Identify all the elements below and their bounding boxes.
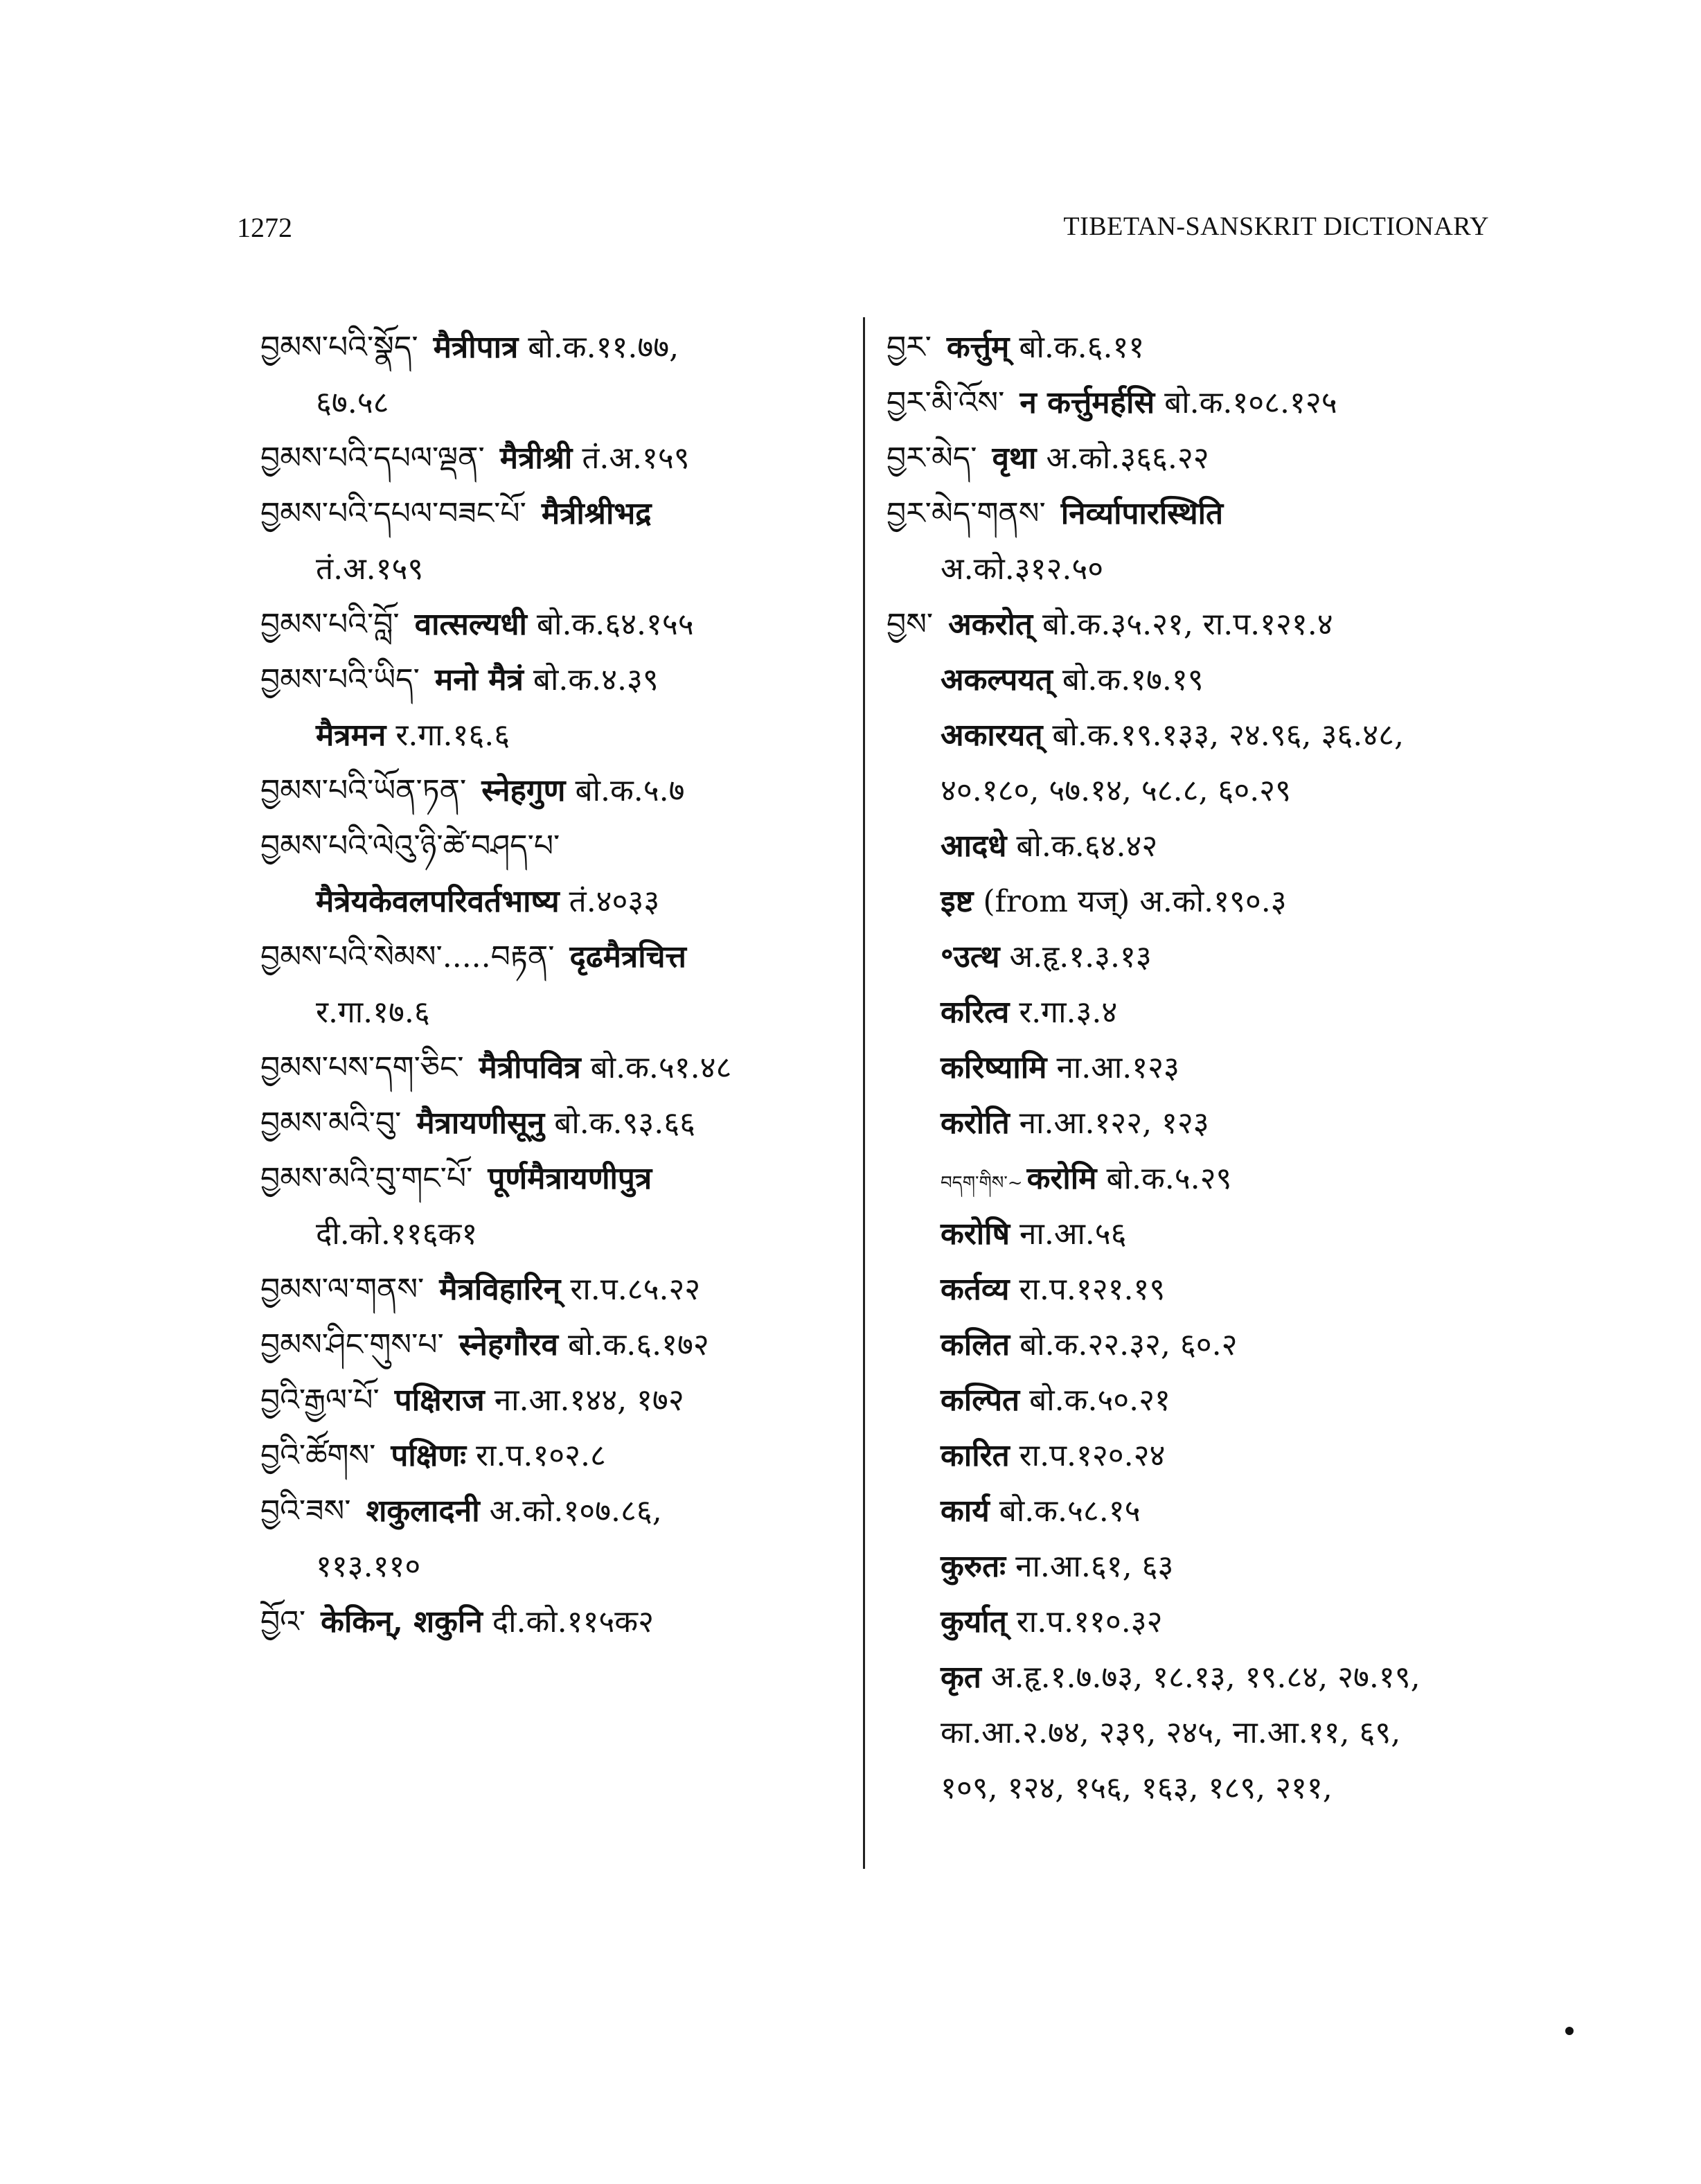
source-reference: १०९, १२४, १५६, १६३, १८९, २११, [941, 1770, 1333, 1806]
dictionary-entry-line [887, 1317, 1538, 1373]
source-reference: अ.को.१०७.८६, [489, 1493, 662, 1529]
dictionary-entry-line [260, 985, 856, 1040]
dictionary-entry-line [887, 431, 1538, 486]
tibetan-headword: བྱམས་པའི་དཔལ་ལྡན་ [260, 441, 485, 476]
sanskrit-equivalent: मैत्रविहारिन् [439, 1272, 561, 1307]
source-reference: दी.को.११६क१ [316, 1216, 478, 1252]
dictionary-entry-line [260, 1040, 856, 1096]
sanskrit-equivalent: कलित [941, 1327, 1010, 1362]
dictionary-entry-line [887, 708, 1538, 763]
dictionary-entry-line [260, 1262, 856, 1317]
source-reference: (from यज्) अ.को.१९०.३ [983, 884, 1287, 919]
tibetan-headword: བྱར་མེད་གནས་ [887, 496, 1046, 531]
source-reference: का.आ.२.७४, २३९, २४५, ना.आ.११, ६९, [941, 1715, 1401, 1750]
dictionary-entry-line [887, 874, 1538, 930]
source-reference: र.गा.१६.६ [395, 718, 510, 753]
page-number: 1272 [237, 212, 292, 243]
source-reference: बो.क.२२.३२, ६०.२ [1019, 1327, 1238, 1362]
dictionary-entry-line [260, 1096, 856, 1151]
sanskrit-equivalent: दृढमैत्रचित्त [569, 939, 686, 975]
source-reference: अ.को.३६६.२२ [1046, 441, 1209, 476]
sanskrit-equivalent: करोमि [1026, 1161, 1097, 1196]
sanskrit-equivalent: निर्व्यापारस्थिति [1060, 496, 1224, 531]
source-reference: ११३.११० [316, 1549, 421, 1584]
source-reference: र.गा.१७.६ [316, 995, 430, 1030]
sanskrit-equivalent: कारित [941, 1438, 1010, 1473]
source-reference: ६७.५८ [316, 385, 389, 420]
sanskrit-equivalent: केकिन्, शकुनि [321, 1604, 483, 1640]
sanskrit-equivalent: ॰उत्थ [941, 939, 1000, 975]
tibetan-headword: བྱམས་པས་དག་ཅིང་ [260, 1050, 464, 1085]
source-reference: बो.क.६४.४२ [1016, 828, 1158, 864]
left-column [260, 320, 856, 1650]
source-reference: तं.अ.१५९ [316, 551, 424, 587]
dictionary-entry-line [260, 1151, 856, 1207]
sanskrit-equivalent: पूर्णमैत्रायणीपुत्र [488, 1161, 652, 1196]
sanskrit-equivalent: कुरुतः [941, 1549, 1006, 1584]
sanskrit-equivalent: अकारयत् [941, 718, 1043, 753]
dictionary-entry-line [260, 874, 856, 930]
dictionary-entry-line [260, 1484, 856, 1539]
source-reference: ना.आ.६१, ६३ [1015, 1549, 1174, 1584]
sanskrit-equivalent: पक्षिराज [394, 1383, 485, 1418]
right-column [887, 320, 1538, 1816]
sanskrit-equivalent: स्नेहगुण [481, 773, 566, 808]
sanskrit-equivalent: मैत्रीपात्र [433, 330, 519, 365]
sanskrit-equivalent: करित्व [941, 995, 1010, 1030]
dictionary-entry-line [887, 1484, 1538, 1539]
dictionary-entry-line [887, 320, 1538, 375]
dictionary-entry-line [260, 431, 856, 486]
source-reference: ना.आ.१२३ [1056, 1050, 1179, 1085]
source-reference: बो.क.३५.२१, रा.प.१२१.४ [1042, 607, 1333, 642]
source-reference: बो.क.५१.४८ [590, 1050, 732, 1085]
sanskrit-equivalent: कर्तव्य [941, 1272, 1010, 1307]
stray-dot-mark [1565, 2027, 1574, 2035]
source-reference: बो.क.११.७७, [528, 330, 679, 365]
dictionary-entry-line [887, 1373, 1538, 1428]
dictionary-entry-line [260, 1595, 856, 1650]
source-reference: रा.प.११०.३२ [1016, 1604, 1163, 1640]
source-reference: बो.क.५.२९ [1106, 1161, 1232, 1196]
source-reference: बो.क.५०.२१ [1029, 1383, 1170, 1418]
sanskrit-equivalent: कर्त्तुम् [946, 330, 1010, 365]
dictionary-entry-line [260, 1317, 856, 1373]
tibetan-headword: བྱམས་མའི་བུ་ [260, 1106, 402, 1141]
sanskrit-equivalent: अकल्पयत् [941, 662, 1053, 698]
tibetan-headword: བྱར་མི་འོས་ [887, 385, 1005, 420]
source-reference: बो.क.६४.१५५ [536, 607, 694, 642]
dictionary-entry-line [887, 985, 1538, 1040]
source-reference: बो.क.४.३९ [533, 662, 659, 698]
running-head: TIBETAN-SANSKRIT DICTIONARY [1063, 212, 1489, 241]
sanskrit-equivalent: मनो मैत्रं [434, 662, 524, 698]
source-reference: रा.प.१२१.१९ [1019, 1272, 1166, 1307]
dictionary-entry-line [260, 486, 856, 542]
dictionary-entry-line [260, 375, 856, 431]
sanskrit-equivalent: इष्ट [941, 884, 974, 919]
sanskrit-equivalent: वृथा [992, 441, 1037, 476]
source-reference: रा.प.१०२.८ [476, 1438, 606, 1473]
dictionary-entry-line [887, 1650, 1538, 1705]
tibetan-headword: བྱམས་པའི་ལེའུ་ཉི་ཚེ་བཤད་པ་ [260, 828, 560, 864]
sanskrit-equivalent: मैत्रीश्रीभद्र [541, 496, 652, 531]
dictionary-entry-line [260, 597, 856, 652]
tibetan-headword: བྱམས་པའི་དཔལ་བཟང་པོ་ [260, 496, 526, 531]
dictionary-entry-line [260, 1207, 856, 1262]
sanskrit-equivalent: कृत [941, 1660, 981, 1695]
source-reference: अ.को.३१२.५० [941, 551, 1104, 587]
source-reference: रा.प.१२०.२४ [1019, 1438, 1166, 1473]
tibetan-prefix: བདག་གིས་~ [941, 1173, 1023, 1193]
source-reference: अ.हृ.१.३.१३ [1009, 939, 1152, 975]
sanskrit-equivalent: मैत्रीपवित्र [479, 1050, 581, 1085]
tibetan-headword: བྱར་མེད་ [887, 441, 977, 476]
dictionary-entry-line [887, 763, 1538, 819]
column-rule [863, 317, 865, 1869]
tibetan-headword: བྱའི་རྒྱལ་པོ་ [260, 1383, 380, 1418]
source-reference: बो.क.५८.१५ [999, 1493, 1141, 1529]
tibetan-headword: བྱར་ [887, 330, 932, 365]
dictionary-entry-line [887, 1096, 1538, 1151]
tibetan-headword: བྱའི་ཚོགས་ [260, 1438, 376, 1473]
tibetan-headword: བྱོའ་ [260, 1604, 306, 1640]
source-reference: रा.प.८५.२२ [570, 1272, 701, 1307]
sanskrit-equivalent: मैत्रायणीसूनु [416, 1106, 545, 1141]
dictionary-entry-line [887, 1262, 1538, 1317]
source-reference: र.गा.३.४ [1019, 995, 1118, 1030]
sanskrit-equivalent: वात्सल्यधी [414, 607, 527, 642]
source-reference: दी.को.११५क२ [492, 1604, 654, 1640]
source-reference: बो.क.५.७ [575, 773, 685, 808]
sanskrit-equivalent: कार्य [941, 1493, 990, 1529]
dictionary-entry-line [887, 1761, 1538, 1816]
dictionary-entry-line [887, 652, 1538, 708]
sanskrit-equivalent: करोषि [941, 1216, 1010, 1252]
tibetan-headword: བྱམས་མའི་བུ་གང་པོ་ [260, 1161, 473, 1196]
dictionary-entry-line [887, 1705, 1538, 1761]
source-reference: ४०.१८०, ५७.१४, ५८.८, ६०.२९ [941, 773, 1291, 808]
tibetan-headword: བྱམས་པའི་བློ་ [260, 607, 400, 642]
sanskrit-equivalent: मैत्रीश्री [499, 441, 573, 476]
dictionary-entry-line [887, 930, 1538, 985]
dictionary-entry-line [887, 1207, 1538, 1262]
tibetan-headword: བྱས་ [887, 607, 934, 642]
source-reference: अ.हृ.१.७.७३, १८.१३, १९.८४, २७.१९, [990, 1660, 1421, 1695]
dictionary-entry-line [887, 1040, 1538, 1096]
dictionary-entry-line [887, 1151, 1538, 1207]
sanskrit-equivalent: न कर्त्तुमर्हसि [1019, 385, 1155, 420]
dictionary-entry-line [260, 819, 856, 874]
dictionary-entry-line [260, 930, 856, 985]
sanskrit-equivalent: स्नेहगौरव [458, 1327, 558, 1362]
tibetan-headword: བྱམས་པའི་སེམས་.....བརྟན་ [260, 939, 555, 975]
dictionary-entry-line [887, 486, 1538, 542]
sanskrit-equivalent: कुर्यात् [941, 1604, 1007, 1640]
dictionary-entry-line [260, 1373, 856, 1428]
dictionary-entry-line [260, 1428, 856, 1484]
dictionary-entry-line [887, 375, 1538, 431]
sanskrit-equivalent: शकुलादनी [366, 1493, 480, 1529]
source-reference: ना.आ.५६ [1019, 1216, 1127, 1252]
dictionary-entry-line [887, 542, 1538, 597]
source-reference: बो.क.१०८.१२५ [1164, 385, 1337, 420]
dictionary-entry-line [260, 708, 856, 763]
sanskrit-equivalent: आदधे [941, 828, 1007, 864]
tibetan-headword: བྱམས་པའི་ཡིད་ [260, 662, 420, 698]
dictionary-entry-line [887, 597, 1538, 652]
sanskrit-equivalent: करिष्यामि [941, 1050, 1047, 1085]
dictionary-entry-line [260, 1539, 856, 1595]
sanskrit-equivalent: करोति [941, 1106, 1010, 1141]
dictionary-entry-line [887, 1595, 1538, 1650]
sanskrit-equivalent: कल्पित [941, 1383, 1020, 1418]
source-reference: बो.क.६.१७२ [567, 1327, 709, 1362]
source-reference: बो.क.१७.१९ [1062, 662, 1204, 698]
source-reference: तं.४०३३ [569, 884, 660, 919]
source-reference: बो.क.१९.१३३, २४.९६, ३६.४८, [1052, 718, 1405, 753]
dictionary-entry-line [887, 1428, 1538, 1484]
source-reference: बो.क.९३.६६ [554, 1106, 696, 1141]
tibetan-headword: བྱམས་ལ་གནས་ [260, 1272, 425, 1307]
dictionary-entry-line [260, 652, 856, 708]
source-reference: तं.अ.१५९ [582, 441, 690, 476]
source-reference: ना.आ.१२२, १२३ [1019, 1106, 1209, 1141]
dictionary-entry-line [260, 320, 856, 375]
source-reference: बो.क.६.११ [1019, 330, 1145, 365]
sanskrit-equivalent: पक्षिणः [391, 1438, 467, 1473]
sanskrit-equivalent: अकरोत् [948, 607, 1033, 642]
dictionary-entry-line [887, 1539, 1538, 1595]
tibetan-headword: བྱམས་པའི་ཡོན་ཏན་ [260, 773, 467, 808]
dictionary-entry-line [260, 763, 856, 819]
tibetan-headword: བྱམས་ཤིང་གུས་པ་ [260, 1327, 444, 1362]
sanskrit-equivalent: मैत्रेयकेवलपरिवर्तभाष्य [316, 884, 560, 919]
tibetan-headword: བྱའི་ཟས་ [260, 1493, 351, 1529]
dictionary-entry-line [260, 542, 856, 597]
source-reference: ना.आ.१४४, १७२ [494, 1383, 684, 1418]
sanskrit-equivalent: मैत्रमन [316, 718, 386, 753]
tibetan-headword: བྱམས་པའི་སྣོད་ [260, 330, 418, 365]
dictionary-entry-line [887, 819, 1538, 874]
